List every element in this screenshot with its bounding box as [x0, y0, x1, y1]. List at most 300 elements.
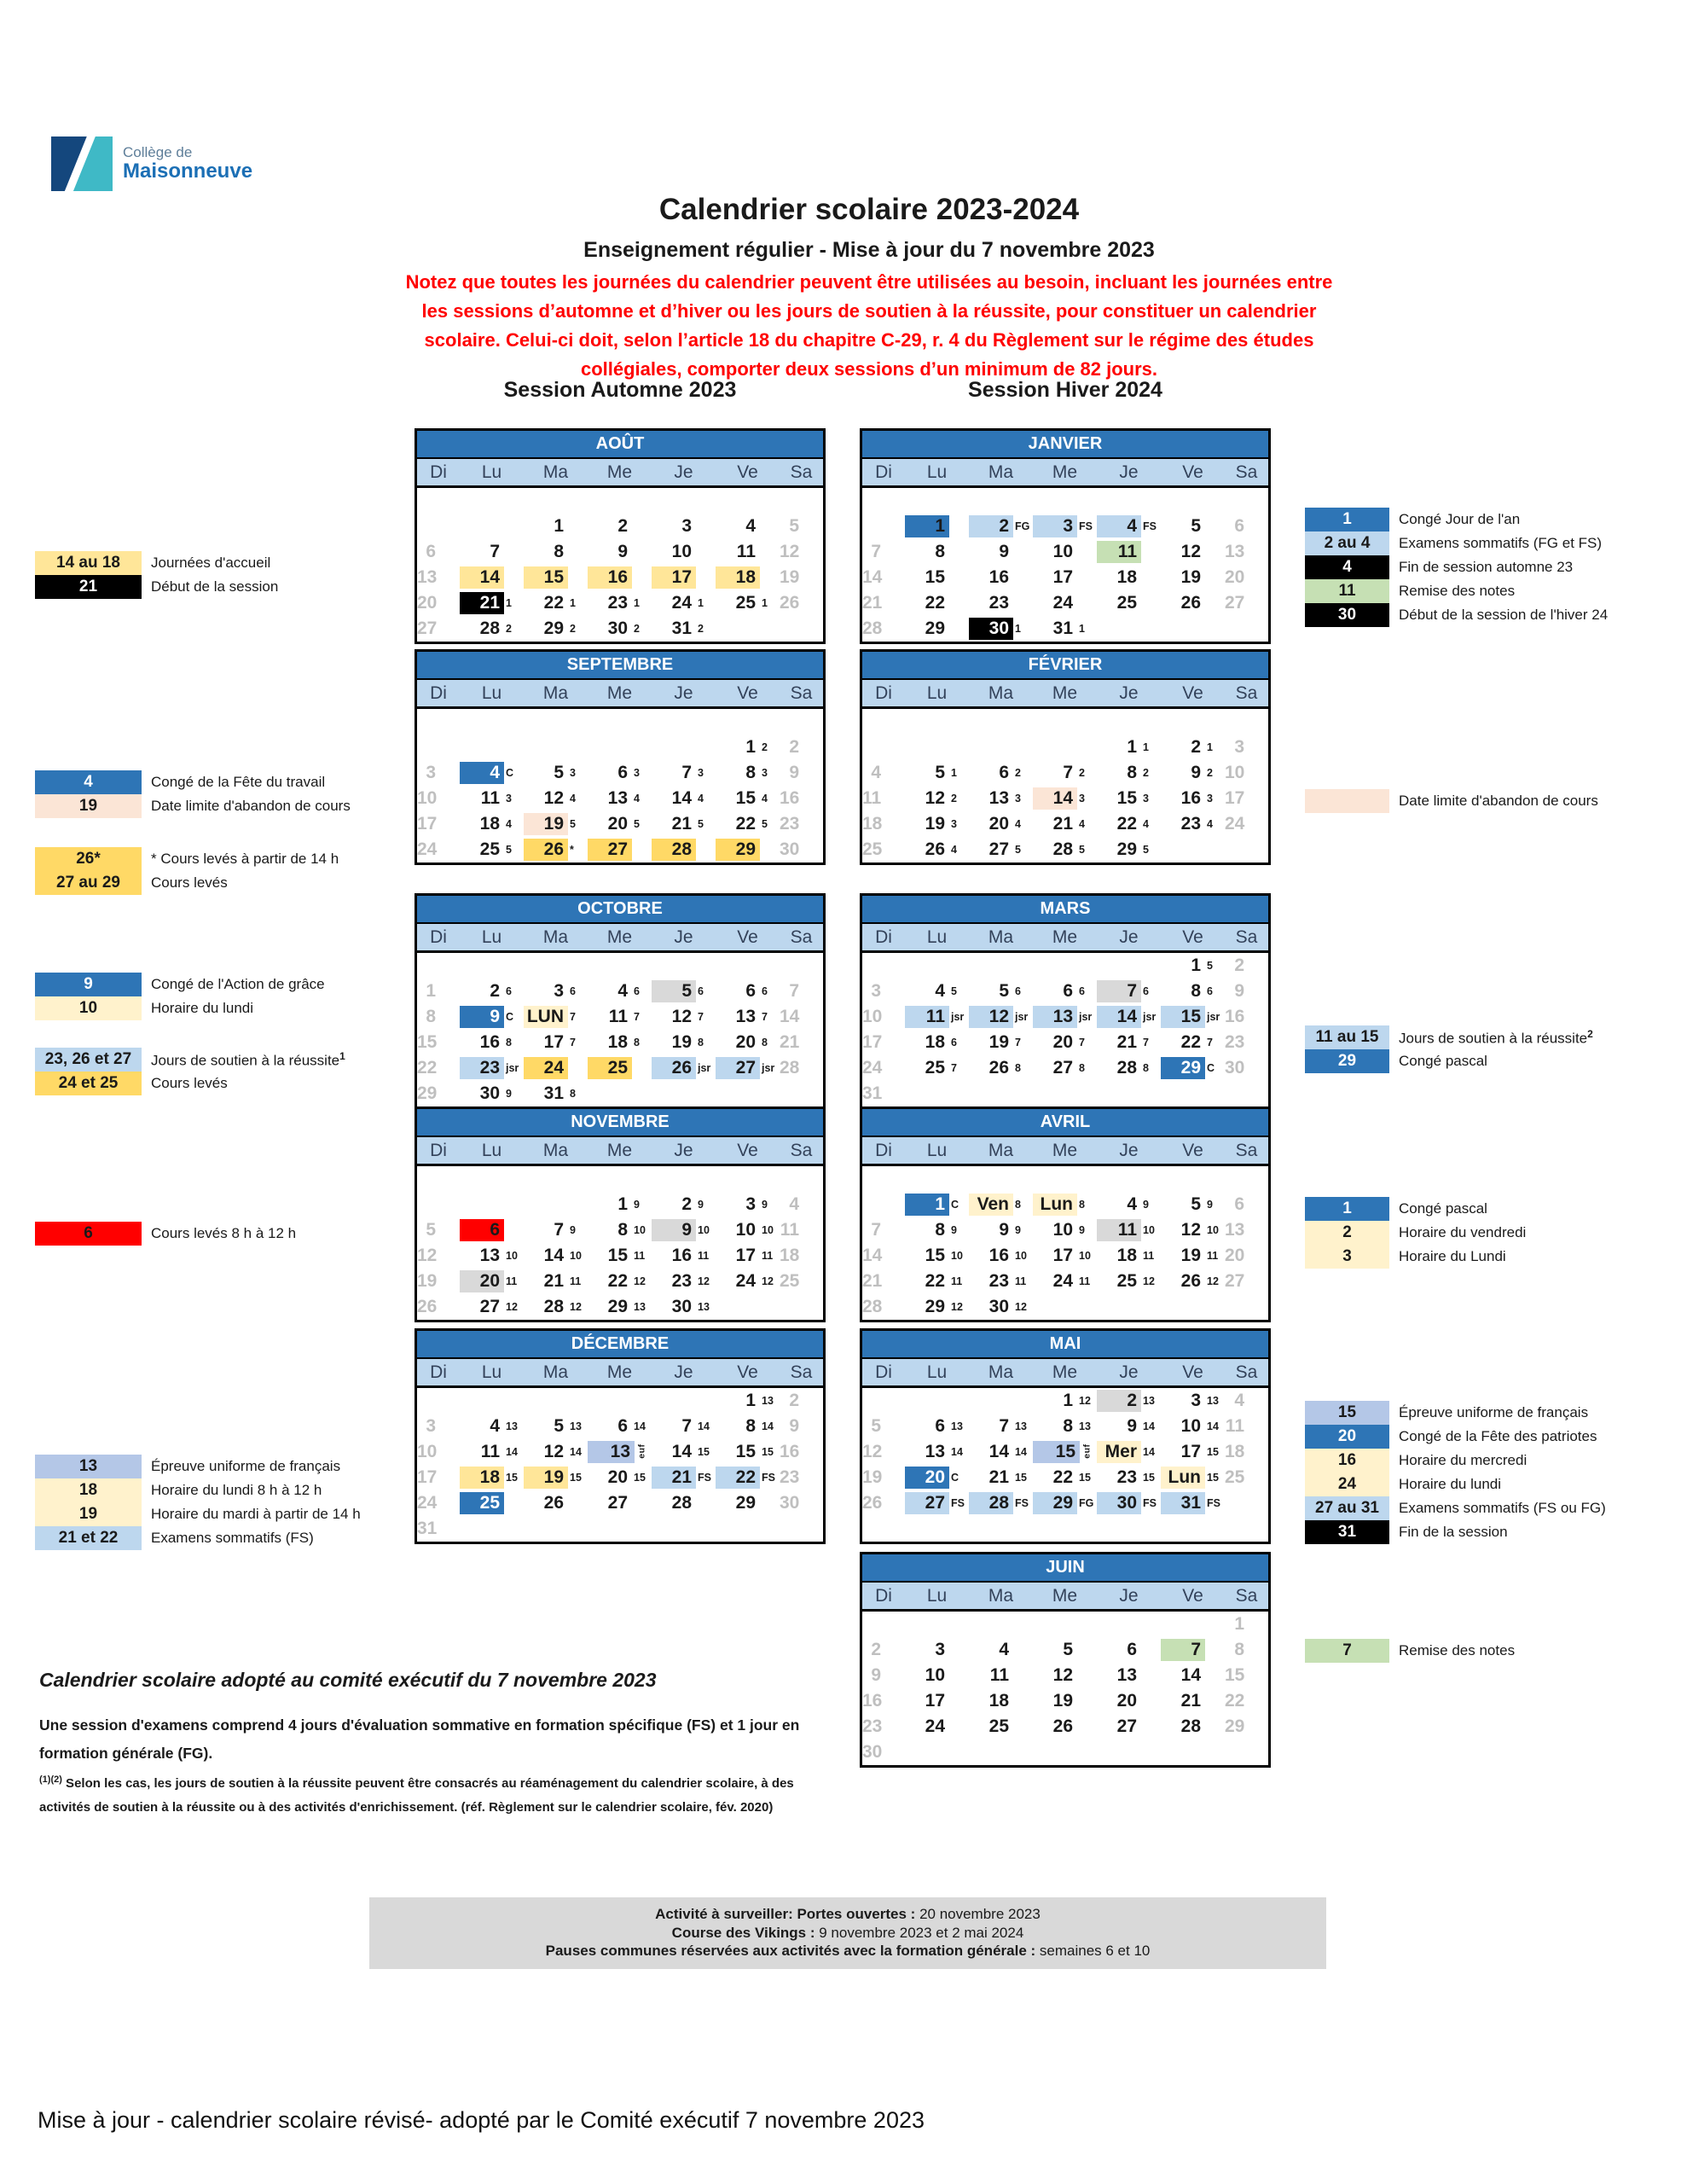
day-annotation: 1 [570, 597, 576, 609]
legend-label: Épreuve uniforme de français [1399, 1404, 1589, 1420]
day-number [524, 1518, 568, 1540]
day-cell [862, 1004, 905, 1030]
month-octobre [415, 893, 826, 1109]
day-cell [524, 979, 588, 1004]
day-cell [969, 1192, 1033, 1217]
day-number: 27 [417, 619, 438, 638]
legend-item [1305, 1245, 1526, 1269]
day-annotation: 15 [570, 1472, 582, 1484]
day-cell [652, 786, 716, 811]
day-cell-empty [862, 1388, 905, 1414]
day-cell-empty [862, 1516, 905, 1542]
day-cell [905, 979, 969, 1004]
weekday-label: Lu [481, 1141, 502, 1160]
day-number: 4 [1127, 1194, 1137, 1214]
day-annotation: 1 [1079, 623, 1085, 635]
day-number [1097, 1296, 1141, 1318]
day-annotation: 10 [951, 1250, 963, 1262]
day-number: 14 [988, 1442, 1009, 1461]
day-annotation: 4 [1143, 818, 1149, 830]
day-number: 8 [426, 1007, 436, 1026]
day-number: 18 [716, 566, 760, 589]
day-number: 16 [862, 1691, 883, 1711]
day-cell [969, 1637, 1033, 1663]
day-cell [524, 760, 588, 786]
month-grid [417, 1166, 823, 1320]
day-annotation: 1 [1143, 741, 1149, 753]
day-number: 1 [905, 1194, 949, 1216]
day-number [1161, 1296, 1205, 1318]
day-number: 11 [780, 1220, 799, 1240]
day-cell-empty [1033, 1294, 1097, 1320]
weekday-label: Lu [926, 1586, 948, 1606]
day-cell [716, 1243, 780, 1269]
day-cell [1225, 1388, 1268, 1414]
day-cell [1097, 811, 1161, 837]
day-cell [780, 786, 823, 811]
day-annotation: FS [698, 1472, 711, 1484]
day-cell [1225, 1612, 1268, 1637]
day-annotation: 9 [1079, 1224, 1085, 1236]
day-number [1161, 1083, 1205, 1105]
legend-item [35, 1526, 361, 1550]
day-cell [780, 1004, 823, 1030]
day-cell [716, 837, 780, 863]
day-number [1097, 1518, 1141, 1540]
day-number [1097, 618, 1141, 640]
day-annotation: 13 [1079, 1420, 1091, 1432]
day-number [716, 490, 760, 512]
day-annotation: 5 [1207, 960, 1213, 972]
weekday-label: Lu [926, 1362, 948, 1382]
day-cell [524, 616, 588, 642]
legend-jan [1305, 508, 1608, 627]
weekday-label: Ma [542, 1362, 569, 1382]
day-number: 7 [789, 981, 799, 1001]
day-cell [1225, 1465, 1268, 1490]
day-cell [905, 539, 969, 565]
day-annotation: FG [1079, 1497, 1094, 1509]
day-cell [862, 837, 905, 863]
day-annotation: euf [636, 1443, 647, 1459]
day-number [716, 711, 760, 733]
day-annotation: C [951, 1199, 959, 1211]
legend-label: Examens sommatifs (FS ou FG) [1399, 1500, 1606, 1516]
day-number: 21 [1180, 1691, 1201, 1711]
day-number: Lun [1033, 1194, 1077, 1216]
day-number [460, 736, 504, 758]
day-cell [862, 786, 905, 811]
day-cell [524, 811, 588, 837]
day-cell [417, 1439, 460, 1465]
day-cell [460, 1439, 524, 1465]
day-cell [588, 1414, 652, 1439]
day-cell [1161, 590, 1225, 616]
day-cell [862, 760, 905, 786]
day-number: 11 [736, 542, 756, 561]
weekday-label: Lu [926, 683, 948, 703]
day-number: 18 [479, 814, 500, 834]
day-number: 22 [1180, 1032, 1201, 1052]
day-number [1161, 618, 1205, 640]
weekday-label: Me [1052, 1141, 1078, 1160]
day-cell [905, 837, 969, 863]
day-cell [524, 837, 588, 863]
day-cell [1033, 1192, 1097, 1217]
day-number [905, 711, 949, 733]
day-number: 21 [862, 593, 883, 613]
day-cell-empty [862, 735, 905, 760]
legend-oct2 [35, 1048, 345, 1095]
day-cell-empty [905, 709, 969, 735]
day-cell-empty [905, 735, 969, 760]
day-annotation: 12 [634, 1275, 646, 1287]
day-cell [905, 1414, 969, 1439]
weekday-label: Me [606, 683, 633, 703]
day-cell [1161, 811, 1225, 837]
legend-item [1305, 555, 1608, 579]
day-annotation: 9 [506, 1088, 512, 1100]
legend-label: Jours de soutien à la réussite$^1$ [151, 1049, 345, 1069]
day-number: 24 [1052, 1271, 1073, 1291]
day-number: 13 [1116, 1665, 1137, 1685]
day-cell [780, 1217, 823, 1243]
day-cell-empty [969, 1740, 1033, 1765]
day-annotation: 9 [698, 1199, 704, 1211]
day-number [1225, 618, 1249, 640]
day-annotation: 13 [1015, 1420, 1027, 1432]
day-annotation: 8 [1143, 1062, 1149, 1074]
day-cell-empty [588, 1388, 652, 1414]
legend-label: Journées d'accueil [151, 555, 271, 571]
month-mars [860, 893, 1271, 1109]
legend-label: Date limite d'abandon de cours [1399, 793, 1598, 809]
day-cell [716, 565, 780, 590]
day-cell-empty [417, 1166, 460, 1192]
day-annotation: 6 [1079, 985, 1085, 997]
legend-oct1 [35, 973, 325, 1020]
day-cell-empty [652, 953, 716, 979]
legend-label: Congé de l'Action de grâce [151, 976, 325, 992]
day-number: 17 [735, 1246, 756, 1265]
legend-swatch: 13 [35, 1455, 142, 1478]
day-cell [652, 616, 716, 642]
weekday-label: Je [674, 927, 693, 947]
day-cell [862, 1217, 905, 1243]
day-annotation: 10 [506, 1250, 518, 1262]
legend-item [1305, 603, 1608, 627]
day-annotation: 2 [1015, 767, 1021, 779]
day-cell-empty [1097, 1740, 1161, 1765]
day-number [1033, 1518, 1077, 1540]
day-cell-empty [780, 1166, 823, 1192]
day-number: 9 [999, 1220, 1009, 1240]
footnote: $^{(1)(2)}$ Selon les cas, les jours de soutien à la réussite peuvent être consacrés au réaménagement du calendrier scolaire, à des activités de soutien à la réussite ou à des activités d'enrichissement. (réf. Règlement sur le calendrier scolaire, fév. 2020) [39, 1774, 794, 1815]
day-number [862, 1194, 885, 1216]
day-cell [1161, 1637, 1225, 1663]
day-cell [780, 979, 823, 1004]
day-number [1161, 1518, 1205, 1540]
day-cell-empty [524, 1388, 588, 1414]
legend-mai [1305, 1401, 1606, 1544]
day-number: 15 [925, 1246, 945, 1265]
day-number: 27 [588, 839, 632, 861]
day-cell [1097, 1439, 1161, 1465]
day-annotation: 14 [1015, 1446, 1027, 1458]
day-cell-empty [588, 1516, 652, 1542]
day-number: 26 [925, 839, 945, 859]
legend-swatch: 3 [1305, 1245, 1389, 1269]
weekday-label: Di [430, 1362, 447, 1382]
weekday-label: Di [430, 1141, 447, 1160]
day-number: 19 [1180, 567, 1201, 587]
day-cell-empty [780, 953, 823, 979]
day-number: 5 [1063, 1640, 1073, 1659]
legend-label: Début de la session de l'hiver 24 [1399, 607, 1609, 623]
day-annotation: 3 [698, 767, 704, 779]
day-number: 19 [417, 1271, 438, 1291]
day-cell [652, 565, 716, 590]
day-annotation: 5 [1143, 844, 1149, 856]
day-number [862, 1518, 885, 1540]
day-number: 2 [1097, 1390, 1141, 1412]
day-number: 25 [988, 1716, 1009, 1736]
day-number: 16 [780, 1442, 800, 1461]
day-cell [524, 565, 588, 590]
day-number: 14 [460, 566, 504, 589]
day-number: 6 [1063, 981, 1073, 1001]
day-annotation: 6 [570, 985, 576, 997]
day-number [969, 736, 1013, 758]
day-number: 18 [988, 1691, 1009, 1711]
day-number: 9 [1191, 763, 1201, 782]
day-cell [862, 1269, 905, 1294]
day-number [905, 1613, 949, 1635]
day-cell [905, 1439, 969, 1465]
day-number: 18 [460, 1467, 504, 1489]
weekday-label: Je [1119, 1362, 1139, 1382]
day-number [1225, 1296, 1249, 1318]
day-number: 26 [862, 1493, 883, 1513]
day-cell [652, 1217, 716, 1243]
day-number: 26 [1052, 1716, 1073, 1736]
day-cell [780, 1243, 823, 1269]
day-number: 18 [780, 1246, 800, 1265]
red-notice-line: collégiales, comporter deux sessions d’un minimum de 82 jours. [580, 358, 1158, 380]
day-cell [969, 786, 1033, 811]
day-cell [417, 786, 460, 811]
day-number: 19 [925, 814, 945, 834]
day-number [969, 1613, 1013, 1635]
legend-item [35, 871, 339, 895]
day-cell [969, 811, 1033, 837]
day-cell [716, 979, 780, 1004]
day-number: 22 [716, 1467, 760, 1489]
day-number: 20 [1225, 1246, 1245, 1265]
month-title-novembre: NOVEMBRE [417, 1109, 823, 1137]
day-cell [1225, 735, 1268, 760]
day-cell [588, 616, 652, 642]
day-number [417, 711, 440, 733]
day-number: 12 [543, 788, 564, 808]
day-cell-empty [417, 1192, 460, 1217]
day-annotation: 15 [1015, 1472, 1027, 1484]
day-cell-empty [905, 1740, 969, 1765]
legend-swatch: 2 [1305, 1221, 1389, 1245]
day-number: 10 [1225, 763, 1245, 782]
day-annotation: 8 [506, 1037, 512, 1048]
day-number: Mer [1097, 1441, 1141, 1463]
legend-item [35, 847, 339, 871]
day-annotation: 9 [1143, 1199, 1149, 1211]
day-cell-empty [1097, 709, 1161, 735]
day-cell [652, 514, 716, 539]
day-cell-empty [716, 488, 780, 514]
day-number: 15 [607, 1246, 628, 1265]
day-number [905, 955, 949, 977]
day-annotation: 14 [506, 1446, 518, 1458]
day-number: 30 [1097, 1492, 1141, 1514]
day-number: 19 [1052, 1691, 1073, 1711]
day-cell [588, 1030, 652, 1055]
day-number: 24 [1052, 593, 1073, 613]
day-number: 4 [1234, 1391, 1244, 1410]
day-number: 14 [671, 1442, 692, 1461]
legend-label: Remise des notes [1399, 583, 1516, 599]
day-cell [862, 565, 905, 590]
day-annotation: 8 [762, 1037, 768, 1048]
day-number: 1 [1127, 737, 1137, 757]
day-number: 15 [417, 1032, 438, 1052]
legend-label: Congé de la Fête du travail [151, 774, 326, 790]
day-number: 1 [1191, 956, 1201, 975]
day-cell-empty [862, 514, 905, 539]
legend-item [35, 770, 351, 794]
day-cell [716, 811, 780, 837]
day-annotation: 15 [1143, 1472, 1155, 1484]
day-cell [460, 1414, 524, 1439]
day-cell [588, 1243, 652, 1269]
day-number [862, 1168, 885, 1190]
day-number: 22 [1116, 814, 1137, 834]
month-aout [415, 428, 826, 644]
day-cell [780, 1439, 823, 1465]
day-number: 20 [735, 1032, 756, 1052]
day-cell [780, 1465, 823, 1490]
day-cell [460, 1243, 524, 1269]
day-cell [1161, 786, 1225, 811]
day-cell-empty [588, 1081, 652, 1107]
day-number: 16 [479, 1032, 500, 1052]
day-number: 5 [554, 1416, 564, 1436]
day-number: 28 [1180, 1716, 1201, 1736]
day-number: 22 [543, 593, 564, 613]
day-cell [1097, 1217, 1161, 1243]
weekday-label: Lu [926, 927, 948, 947]
day-cell [524, 539, 588, 565]
day-annotation: 5 [506, 844, 512, 856]
day-cell [524, 786, 588, 811]
day-cell [460, 616, 524, 642]
day-cell [652, 979, 716, 1004]
day-cell-empty [716, 616, 780, 642]
day-cell-empty [417, 1388, 460, 1414]
day-number [417, 1168, 440, 1190]
day-cell [460, 811, 524, 837]
day-cell [969, 837, 1033, 863]
day-number: 5 [1191, 1194, 1201, 1214]
day-cell [1097, 1465, 1161, 1490]
day-number: 27 [1225, 593, 1245, 613]
day-annotation: 7 [1079, 1037, 1085, 1048]
day-number: 17 [652, 566, 696, 589]
day-annotation: 8 [634, 1037, 640, 1048]
day-number: 29 [716, 839, 760, 861]
day-cell [417, 837, 460, 863]
weekday-label: Sa [790, 927, 813, 947]
day-number: 19 [524, 1467, 568, 1489]
day-number [460, 1194, 504, 1216]
day-annotation: jsr [1143, 1011, 1157, 1023]
day-annotation: 8 [1015, 1062, 1021, 1074]
day-cell [1225, 1688, 1268, 1714]
day-number: 23 [460, 1057, 504, 1079]
day-number: 9 [460, 1006, 504, 1028]
day-number [652, 490, 696, 512]
day-number: 25 [925, 1058, 945, 1077]
day-cell [862, 1637, 905, 1663]
day-number: 3 [935, 1640, 945, 1659]
day-annotation: 10 [762, 1224, 774, 1236]
day-number: 12 [969, 1006, 1013, 1028]
day-number: 28 [479, 619, 500, 638]
day-cell [524, 514, 588, 539]
day-cell [588, 811, 652, 837]
day-number: 9 [1234, 981, 1244, 1001]
day-cell [969, 590, 1033, 616]
legend-label: Jours de soutien à la réussite$^2$ [1399, 1027, 1593, 1047]
red-notice-line: Notez que toutes les journées du calendrier peuvent être utilisées au besoin, incluant les journées entre [405, 271, 1333, 293]
day-number [780, 1296, 803, 1318]
day-annotation: 11 [762, 1250, 774, 1262]
month-janvier [860, 428, 1271, 644]
weekday-label: Di [875, 1586, 892, 1606]
day-annotation: 9 [1207, 1199, 1213, 1211]
day-annotation: 13 [1143, 1395, 1155, 1407]
day-number: 11 [1225, 1416, 1244, 1436]
day-number [417, 490, 440, 512]
day-number: 11 [480, 1442, 500, 1461]
legend-label: Examens sommatifs (FS) [151, 1530, 314, 1546]
day-cell [862, 1688, 905, 1714]
month-novembre [415, 1107, 826, 1322]
legend-swatch: 24 et 25 [35, 1072, 142, 1095]
day-number: 22 [925, 1271, 945, 1291]
weekday-label: Ve [737, 927, 758, 947]
day-annotation: 10 [1143, 1224, 1155, 1236]
day-cell [905, 590, 969, 616]
day-annotation: 9 [762, 1199, 768, 1211]
day-number: 15 [1116, 788, 1137, 808]
day-cell [652, 1192, 716, 1217]
day-cell [460, 1269, 524, 1294]
day-number [862, 490, 885, 512]
day-annotation: C [506, 767, 514, 779]
day-annotation: 8 [1079, 1062, 1085, 1074]
day-cell [905, 811, 969, 837]
day-number [524, 711, 568, 733]
legend-sept1 [35, 770, 351, 818]
